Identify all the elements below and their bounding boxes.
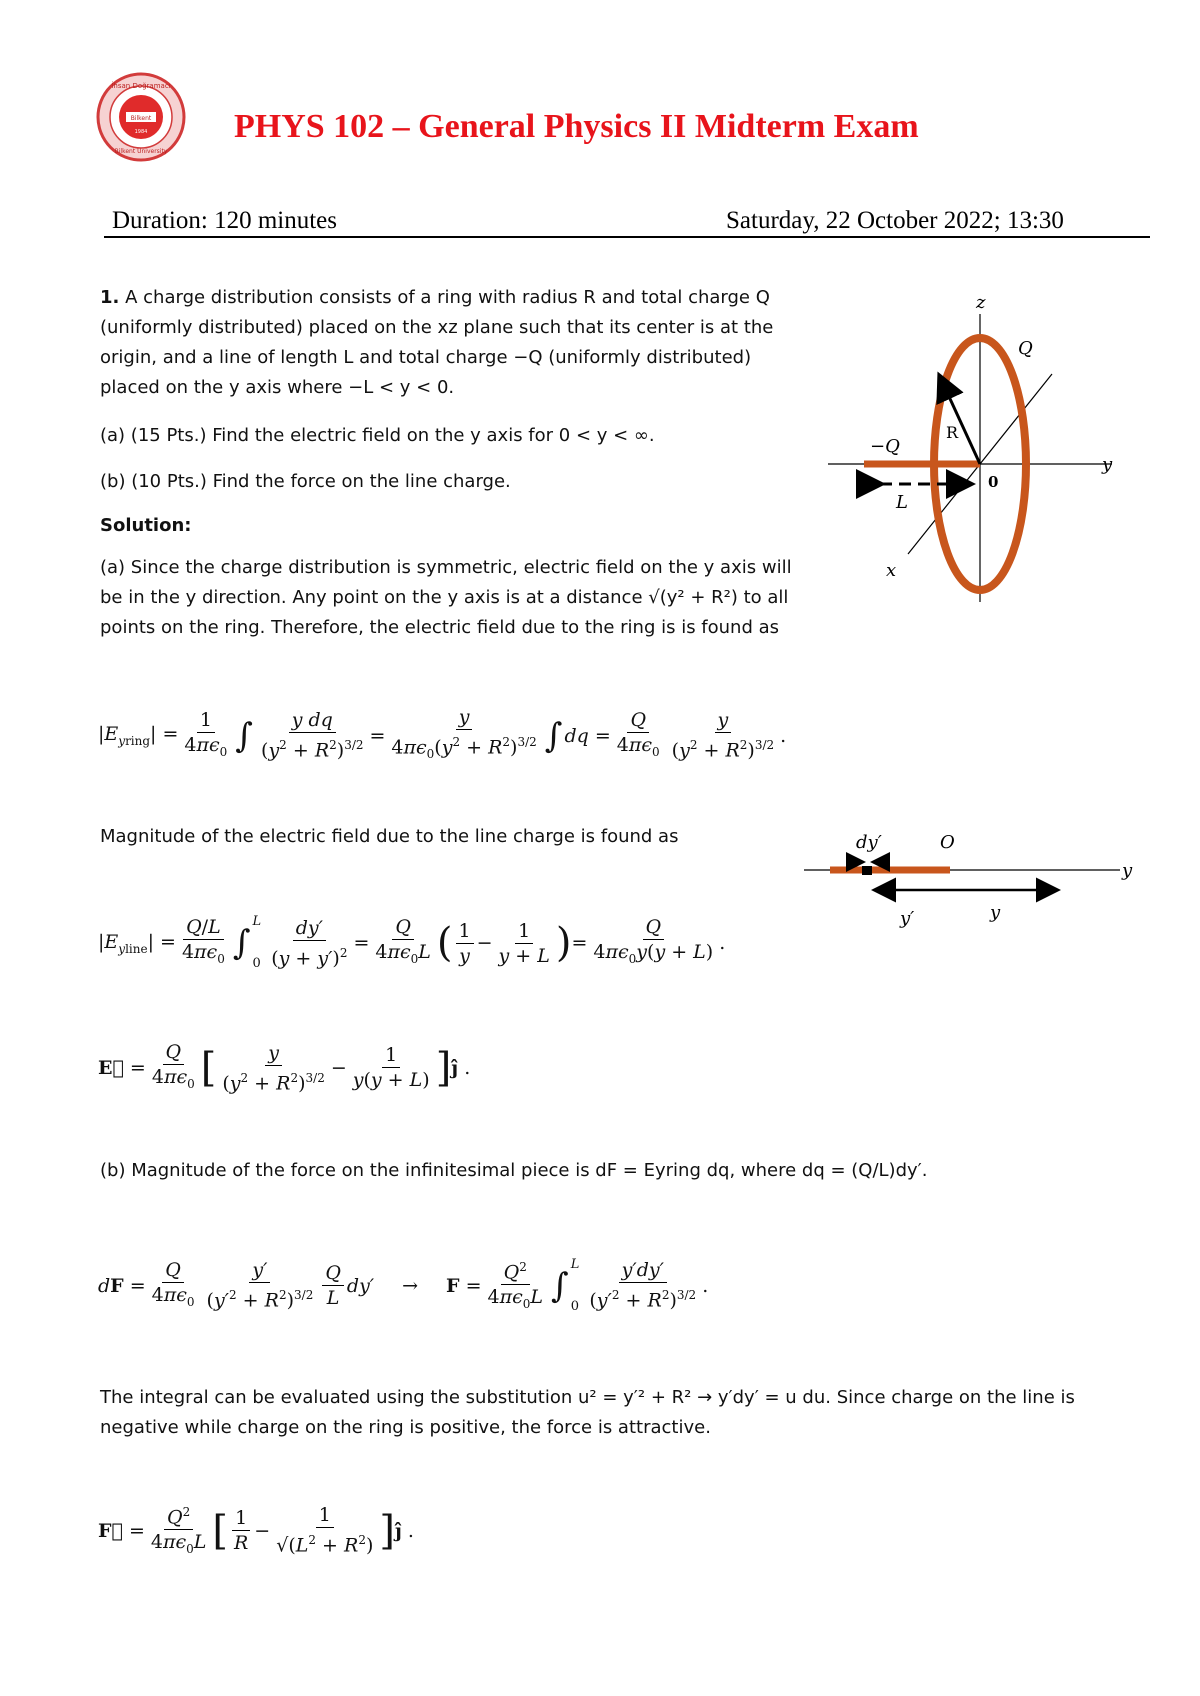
ring-line-figure (820, 292, 1120, 622)
equation-force-integral: dF = $\frac{Q}{4\pi\epsilon_0}$ $\frac{y'}{(y'^2 + R^2)^{3/2}}$ $\frac{Q}{L}$ dy′ → F = $\frac{Q^2}{4\pi\epsilon_0L}$ ∫ L 0 $\frac{y'dy'}{(y'^2 + R^2)^{3/2}}$ . (98, 1256, 709, 1314)
header-rule (104, 236, 1150, 238)
equation-ring-field: $|E_{yring}|$ = $\frac{1}{4\pi\epsilon_0}$ ∫ $\frac{\text{y dq}}{(y^2 + R^2)^{3/2}}$ = $\frac{y}{4\pi\epsilon_0(y^2 + R^2)^{3/2}}$ ∫ dq = $\frac{Q}{4\pi\epsilon_0}$ $\frac{y}{(y^2 + R^2)^{3/2}}$ . (98, 706, 787, 762)
line-element-figure (800, 828, 1140, 928)
label-yprime: y′ (900, 908, 915, 928)
solution-a-line-1: (a) Since the charge distribution is symmetric, electric field on the y axis will (100, 557, 792, 578)
label-y: y (1102, 454, 1113, 475)
equation-total-field: E⃗ = $\frac{Q}{4\pi\epsilon_0}$ [ $\frac{y}{(y^2 + R^2)^{3/2}}$ − $\frac{1}{y(y + L)}$ ] ĵ . (98, 1041, 471, 1095)
solution-a-line-3: points on the ring. Therefore, the electric field due to the ring is is found as (100, 617, 780, 638)
line-field-intro: Magnitude of the electric field due to the line charge is found as (100, 826, 679, 847)
problem-number: 1. (100, 287, 120, 308)
statement-line-2: (uniformly distributed) placed on the xz plane such that its center is at the (100, 317, 774, 338)
radius-arrow (940, 377, 980, 464)
label-Q: Q (1018, 338, 1033, 359)
substitution-line-1: The integral can be evaluated using the substitution u² = y′² + R² → y′dy′ = u du. Since charge on the line is (100, 1387, 1075, 1408)
statement-line-1: A charge distribution consists of a ring with radius R and total charge Q (125, 287, 770, 308)
exam-datetime: Saturday, 22 October 2022; 13:30 (726, 207, 1064, 234)
solution-a-text (100, 553, 840, 643)
part-b: (b) (10 Pts.) Find the force on the line charge. (100, 471, 511, 492)
exam-title: PHYS 102 – General Physics II Midterm Exam (234, 108, 919, 145)
statement-line-4: placed on the y axis where −L < y < 0. (100, 377, 455, 398)
label-x: x (886, 560, 897, 581)
equation-final-force: F⃗ = $\frac{Q^2}{4\pi\epsilon_0L}$ [ $\frac{1}{R}$ − $\frac{1}{√(L^2 + R^2)}$ ] ĵ . (98, 1500, 414, 1561)
substitution-text (100, 1383, 1160, 1443)
part-a: (a) (15 Pts.) Find the electric field on the y axis for 0 < y < ∞. (100, 425, 655, 446)
logo-text-top: İhsan Doğramacı (111, 82, 171, 90)
logo-year: 1984 (134, 129, 148, 135)
statement-line-3: origin, and a line of length L and total charge −Q (uniformly distributed) (100, 347, 752, 368)
force-intro: (b) Magnitude of the force on the infinitesimal piece is dF = Eyring dq, where dq = (Q/L)dy′. (100, 1160, 928, 1181)
label-y-axis: y (1122, 860, 1133, 881)
label-origin: 0 (988, 473, 999, 491)
equation-line-field: $|E_{yline}|$ = $\frac{Q/L}{4\pi\epsilon_0}$ ∫ L 0 $\frac{dy'}{(y + y')^2}$ = $\frac{Q}{4\pi\epsilon_0L}$ ( $\frac{1}{y}$ − $\frac{1}{y + L}$ ) = $\frac{Q}{4\pi\epsilon_0y(y + L)}$ . (98, 914, 726, 971)
solution-a-line-2: be in the y direction. Any point on the y axis is at a distance √(y² + R²) to all (100, 587, 789, 608)
label-R: R (946, 423, 959, 442)
logo-text-center: Bilkent (130, 115, 152, 122)
dy-element (862, 866, 872, 875)
label-z: z (976, 292, 986, 313)
label-minus-Q: −Q (870, 436, 900, 457)
problem-statement (100, 283, 820, 403)
label-O: O (940, 832, 955, 853)
solution-heading: Solution: (100, 515, 192, 536)
duration: Duration: 120 minutes (112, 207, 337, 234)
label-L: L (896, 492, 908, 513)
substitution-line-2: negative while charge on the ring is positive, the force is attractive. (100, 1417, 711, 1438)
label-dy: dy′ (856, 832, 882, 853)
logo-text-bottom: Bilkent University (114, 148, 168, 155)
label-y-distance: y (990, 902, 1001, 923)
university-logo (96, 72, 186, 162)
